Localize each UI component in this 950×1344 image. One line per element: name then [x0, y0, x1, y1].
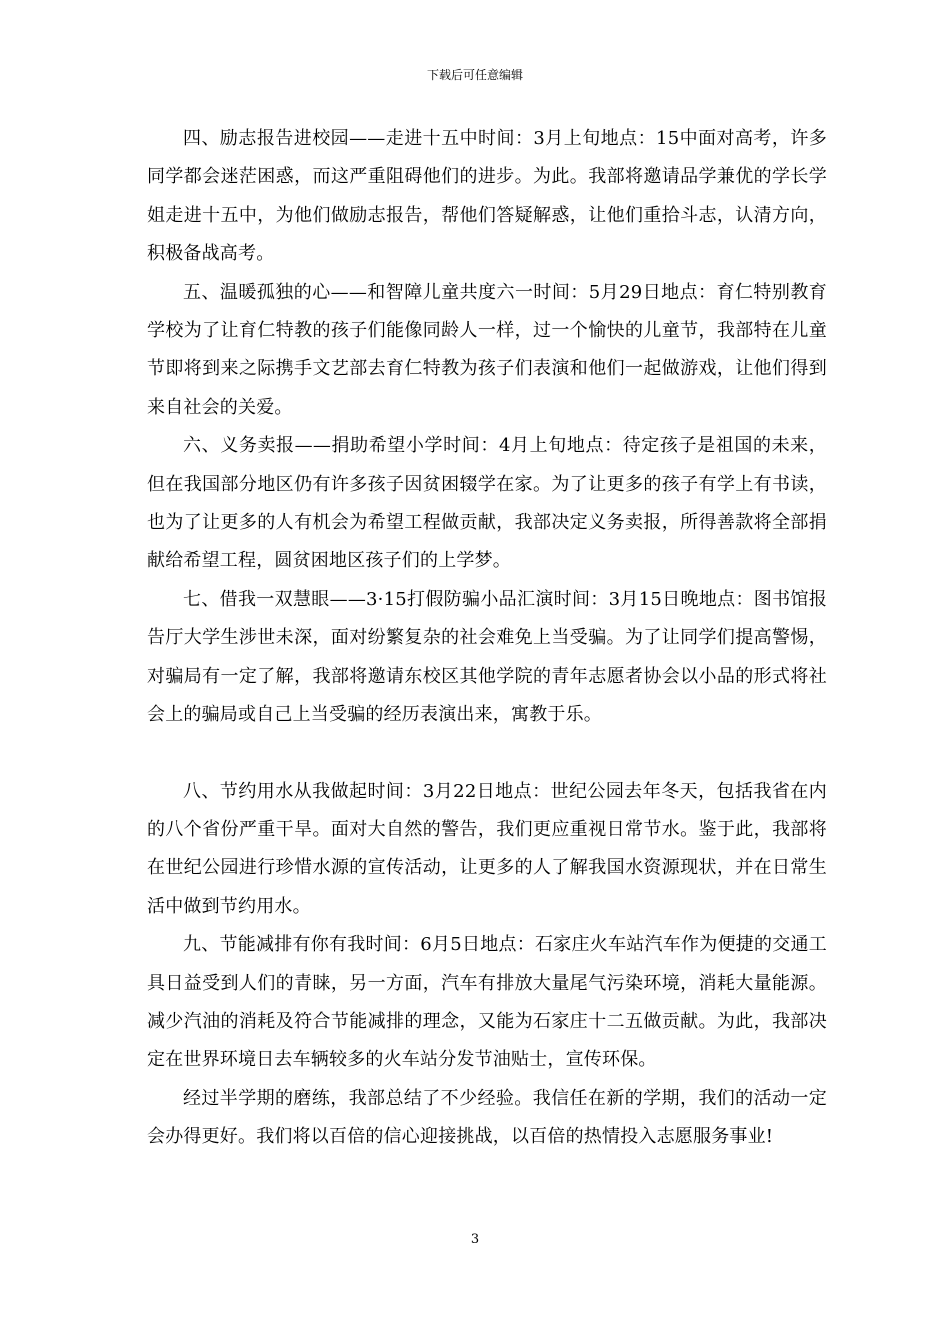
- paragraph-gap: [147, 735, 827, 773]
- page-header: 下载后可任意编辑: [426, 68, 523, 82]
- paragraph-activity-6: 六、义务卖报——捐助希望小学时间：4月上旬地点：待定孩子是祖国的未来，但在我国部分地区仍有许多孩子因贫困辍学在家。为了让更多的孩子有学上有书读，也为了让更多的人有机会为希望工程做贡献，我部决定义务卖报，所得善款将全部捐献给希望工程，圆贫困地区孩子们的上学梦。: [147, 435, 827, 572]
- page-number: 3: [470, 1232, 480, 1247]
- paragraph-activity-4: 四、励志报告进校园——走进十五中时间：3月上旬地点：15中面对高考，许多同学都会迷茫困惑，而这严重阻碍他们的进步。为此。我部将邀请品学兼优的学长学姐走进十五中，为他们做励志报告，帮他们答疑解惑，让他们重拾斗志，认清方向，积极备战高考。: [147, 128, 827, 265]
- paragraph-activity-7: 七、借我一双慧眼——3·15打假防骗小品汇演时间：3月15日晚地点：图书馆报告厅大学生涉世未深，面对纷繁复杂的社会难免上当受骗。为了让同学们提高警惕，对骗局有一定了解，我部将邀请东校区其他学院的青年志愿者协会以小品的形式将社会上的骗局或自己上当受骗的经历表演出来，寓教于乐。: [147, 588, 827, 726]
- paragraph-activity-5: 五、温暖孤独的心——和智障儿童共度六一时间：5月29日地点：育仁特别教育学校为了让育仁特教的孩子们能像同龄人一样，过一个愉快的儿童节，我部特在儿童节即将到来之际携手文艺部去育仁特教为孩子们表演和他们一起做游戏，让他们得到来自社会的关爱。: [147, 281, 827, 418]
- paragraph-activity-9: 九、节能减排有你有我时间：6月5日地点：石家庄火车站汽车作为便捷的交通工具日益受到人们的青睐，另一方面，汽车有排放大量尾气污染环境，消耗大量能源。减少汽油的消耗及符合节能减排的理念，又能为石家庄十二五做贡献。为此，我部决定在世界环境日去车辆较多的火车站分发节油贴士，宣传环保。: [147, 934, 827, 1071]
- document-body: [147, 120, 827, 1157]
- paragraph-conclusion: 经过半学期的磨练，我部总结了不少经验。我信任在新的学期，我们的活动一定会办得更好。我们将以百倍的信心迎接挑战，以百倍的热情投入志愿服务事业!: [147, 1087, 827, 1148]
- paragraph-activity-8: 八、节约用水从我做起时间：3月22日地点：世纪公园去年冬天，包括我省在内的八个省份严重干旱。面对大自然的警告，我们更应重视日常节水。鉴于此，我部将在世纪公园进行珍惜水源的宣传活动，让更多的人了解我国水资源现状，并在日常生活中做到节约用水。: [147, 780, 827, 917]
